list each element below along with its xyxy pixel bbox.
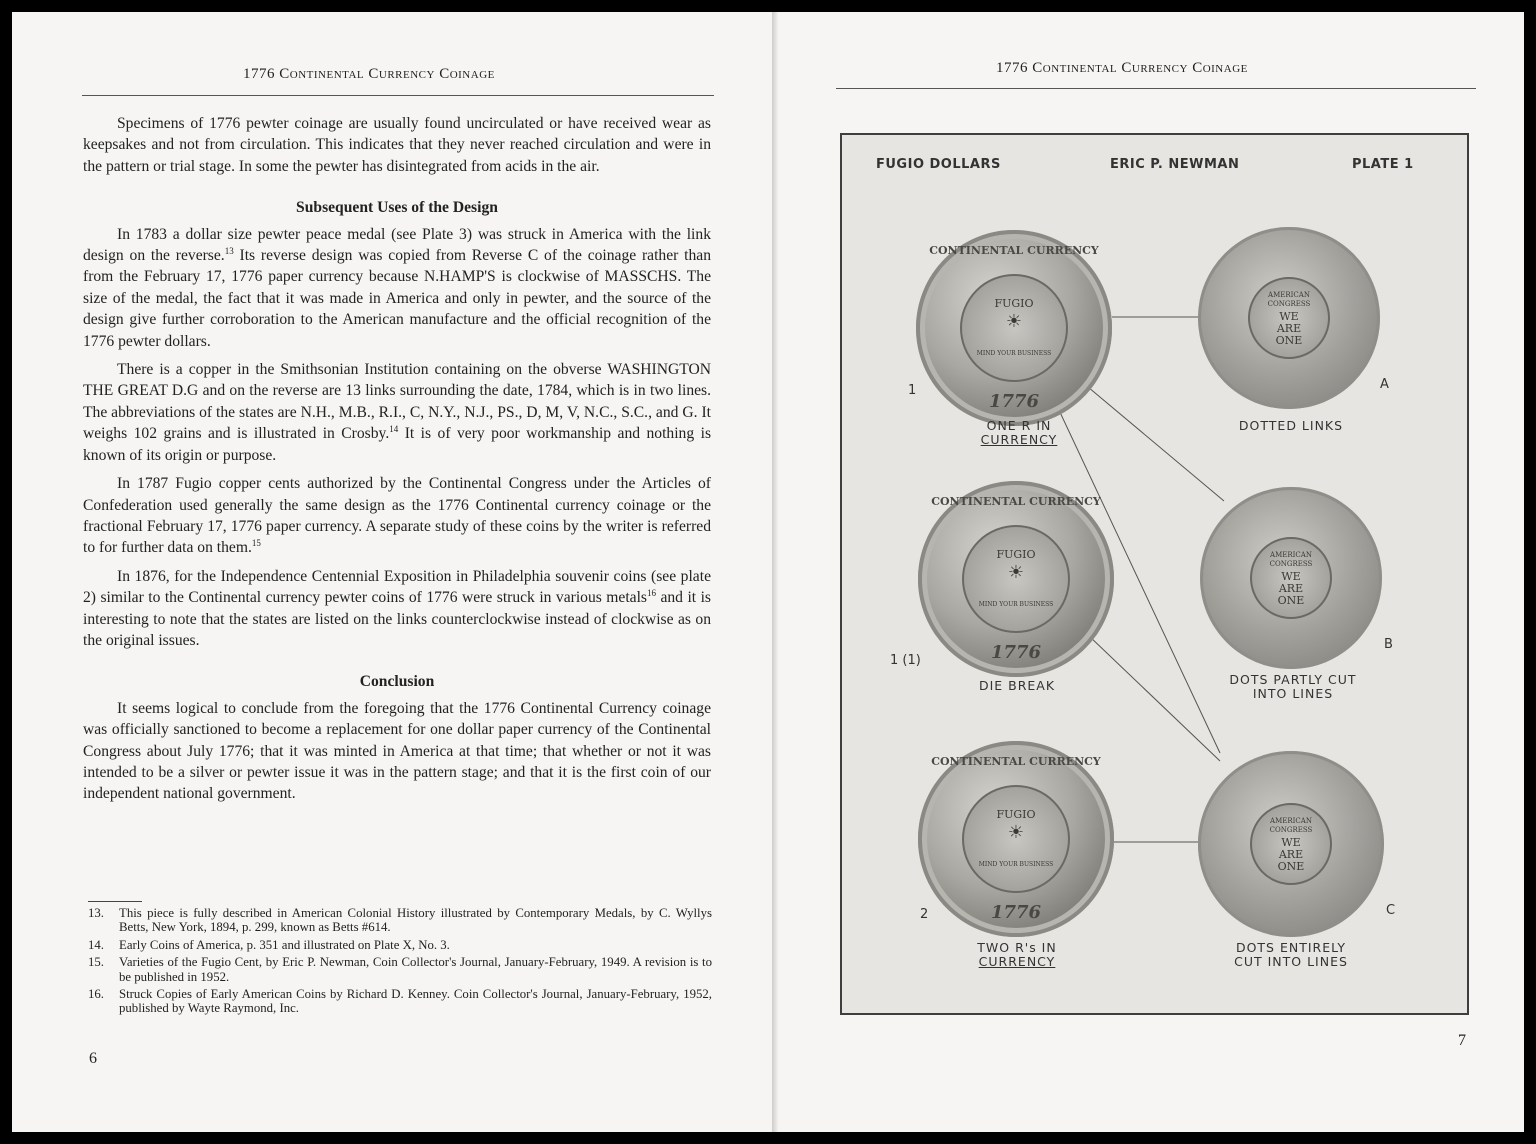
reverse-caption (1226, 419, 1356, 433)
coin-center (1250, 803, 1332, 885)
reverse-caption (1216, 941, 1366, 969)
coin-date: 1776 (988, 391, 1040, 412)
coin-center-line: AMERICAN (1270, 551, 1312, 559)
footnote-ref: 15 (251, 538, 261, 549)
obverse-caption (952, 679, 1082, 693)
connector-line (1082, 382, 1224, 501)
coin-center (962, 525, 1070, 633)
page-number-right: 7 (1458, 1032, 1466, 1049)
coin-center-line: CONGRESS (1267, 300, 1311, 308)
coin-legend: CONTINENTAL CURRENCY (931, 495, 1101, 508)
coin-center (962, 785, 1070, 893)
caption-line: DOTS PARTLY CUT (1229, 672, 1357, 687)
plate-header-left: FUGIO DOLLARS (876, 157, 1001, 172)
reverse-caption (1222, 673, 1364, 701)
section-heading: Conclusion (359, 673, 435, 691)
paragraph (83, 359, 711, 466)
obverse-coin-2 (918, 741, 1114, 937)
obverse-coin-1-1 (918, 481, 1114, 677)
caption-line: ONE R IN (986, 418, 1052, 433)
caption-line: DIE BREAK (978, 678, 1056, 693)
paragraph-text: There is a copper in the Smithsonian Institution containing on the obverse WASHINGTON THE GREAT D.G and on the reverse are 13 links surrounding the date, 1784, which is in two lines. The abbreviations of the states are N.H., M.B., R.I., C, N.Y., N.J., PS., D, M, V, N.C., S.C., and G. It weighs 102 grains and is illustrated in Crosby. (83, 361, 711, 443)
connector-line (1088, 635, 1220, 761)
paragraph-text: It seems logical to conclude from the foregoing that the 1776 Continental Currency coinage was officially sanctioned to become a replacement for one dollar paper currency of the Continental Congress about July 1776; that it was minted in America at that time; that whether or not it was intended to be a silver or pewter issue it was in the pattern stage; and that it is the first coin of our independent national government. (83, 699, 711, 803)
coin-legend: CONTINENTAL CURRENCY (929, 244, 1099, 257)
right-page (778, 12, 1524, 1132)
paragraph (83, 566, 711, 652)
footnote-number: 15. (88, 955, 104, 970)
caption-line: CUT INTO LINES (1234, 954, 1348, 969)
head-rule-left (82, 95, 714, 96)
paragraph (83, 224, 711, 352)
coin-date: 1776 (990, 902, 1042, 923)
coin-center-line: ONE (1277, 594, 1305, 607)
coin-center-line: ARE (1278, 582, 1304, 595)
footnote-ref: 16 (647, 587, 656, 598)
left-body-text (83, 113, 711, 812)
left-page (12, 12, 772, 1132)
caption-line: TWO R's IN (977, 940, 1057, 955)
reverse-letter: B (1384, 637, 1393, 652)
caption-line: CURRENCY (980, 432, 1058, 447)
obverse-caption (952, 941, 1082, 969)
coin-center-line: ONE (1277, 860, 1305, 873)
paragraph (83, 473, 711, 559)
paragraph (83, 113, 711, 177)
reverse-coin-c (1198, 751, 1384, 937)
coin-legend: CONTINENTAL CURRENCY (931, 755, 1101, 768)
coin-center-line: AMERICAN (1270, 817, 1312, 825)
footnote-number: 16. (88, 987, 104, 1002)
caption-line: DOTTED LINKS (1238, 418, 1344, 433)
reverse-coin-a (1198, 227, 1380, 409)
obverse-caption (954, 419, 1084, 447)
reverse-letter: A (1380, 377, 1389, 392)
obverse-coin-1 (916, 230, 1112, 426)
coin-motto: MIND YOUR BUSINESS (978, 601, 1054, 608)
obverse-number: 1 (1) (890, 653, 921, 668)
coin-center (1250, 537, 1332, 619)
footnote-text: Early Coins of America, p. 351 and illustrated on Plate X, No. 3. (119, 937, 450, 952)
footnote-text: Struck Copies of Early American Coins by Richard D. Kenney. Coin Collector's Journal, January-February, 1952, published by Wayte Raymond, Inc. (119, 987, 712, 1016)
footnotes (88, 906, 712, 1019)
coin-center-line: WE (1281, 836, 1301, 849)
coin-plate (840, 133, 1469, 1015)
paragraph-text: In 1783 a dollar size pewter peace medal (see Plate 3) was struck in America with the link design on the reverse. (83, 225, 711, 265)
footnote-ref: 14 (389, 424, 399, 435)
coin-fugio: FUGIO (994, 297, 1034, 310)
footnote-number: 14. (88, 937, 104, 952)
coin-fugio: FUGIO (996, 548, 1036, 561)
paragraph-text: Its reverse design was copied from Reverse C of the coinage rather than from the February 17, 1776 paper currency because N.HAMP'S is clockwise of MASSCHS. The size of the medal, the fact that it was made in America and only in pewter, and the source of the design give further corroboration to the American manufacture and the official recognition of the 1776 pewter dollars. (83, 247, 711, 350)
coin-center-line: CONGRESS (1269, 826, 1313, 834)
paragraph-text: and it is interesting to note that the states are listed on the links counterclockwise instead of clockwise as on the original issues. (83, 589, 711, 649)
paragraph (83, 698, 711, 805)
caption-line: INTO LINES (1252, 686, 1334, 701)
caption-line: DOTS ENTIRELY (1235, 940, 1347, 955)
sun-dial-icon: ☀ (1007, 822, 1025, 843)
paragraph-text: In 1787 Fugio copper cents authorized by the Continental Congress under the Articles of Confederation used generally the same design as the 1776 Continental currency coinage or the fractional February 17, 1776 paper currency. A separate study of these coins by the writer is referred to for further data on them. (83, 475, 711, 557)
footnote-number: 13. (88, 906, 104, 920)
footnote-divider (88, 901, 142, 902)
sun-dial-icon: ☀ (1007, 562, 1025, 583)
running-head-right: 1776 Continental Currency Coinage (996, 60, 1248, 76)
coin-center-line: WE (1279, 310, 1299, 323)
caption-line: CURRENCY (978, 954, 1056, 969)
head-rule-right (836, 88, 1476, 89)
coin-center-line: CONGRESS (1269, 560, 1313, 568)
paragraph-text: Specimens of 1776 pewter coinage are usually found uncirculated or have received wear as keepsakes and not from circulation. This indicates that they never reached circulation and were in the pattern or trial stage. In some the pewter has disintegrated from acids in the air. (83, 115, 711, 175)
obverse-number: 1 (908, 383, 917, 398)
page-number-left: 6 (89, 1050, 97, 1067)
running-head-left: 1776 Continental Currency Coinage (243, 66, 495, 82)
reverse-coin-b (1200, 487, 1382, 669)
coin-motto: MIND YOUR BUSINESS (976, 350, 1052, 357)
reverse-letter: C (1386, 903, 1396, 918)
footnote (88, 987, 712, 1016)
plate-header-center: ERIC P. NEWMAN (1110, 157, 1240, 172)
footnote-text: Varieties of the Fugio Cent, by Eric P. Newman, Coin Collector's Journal, January-February, 1949. A revision is to be published in 1952. (119, 955, 712, 984)
sun-dial-icon: ☀ (1005, 311, 1023, 332)
coin-motto: MIND YOUR BUSINESS (978, 861, 1054, 868)
plate-header-right: PLATE 1 (1352, 157, 1414, 172)
paragraph-text: In 1876, for the Independence Centennial Exposition in Philadelphia souvenir coins (see plate 2) similar to the Continental currency pewter coins of 1776 were struck in various metals (83, 567, 711, 607)
paragraph-text: It is of very poor workmanship and nothing is known of its origin or purpose. (83, 425, 712, 464)
coin-center-line: ONE (1275, 334, 1303, 347)
coin-center-line: ARE (1278, 848, 1304, 861)
section-heading: Subsequent Uses of the Design (296, 199, 498, 217)
footnote (88, 955, 712, 984)
coin-center-line: ARE (1276, 322, 1302, 335)
coin-center (1248, 277, 1330, 359)
coin-fugio: FUGIO (996, 808, 1036, 821)
coin-date: 1776 (990, 642, 1042, 663)
footnote-ref: 13 (224, 245, 234, 256)
coin-center-line: AMERICAN (1268, 291, 1310, 299)
footnote-text: This piece is fully described in American Colonial History illustrated by Contemporary Medals, by C. Wyllys Betts, New York, 1894, p. 299, known as Betts #614. (119, 906, 712, 935)
obverse-number: 2 (920, 907, 929, 922)
coin-center-line: WE (1281, 570, 1301, 583)
footnote (88, 906, 712, 935)
footnote (88, 938, 712, 952)
coin-center (960, 274, 1068, 382)
